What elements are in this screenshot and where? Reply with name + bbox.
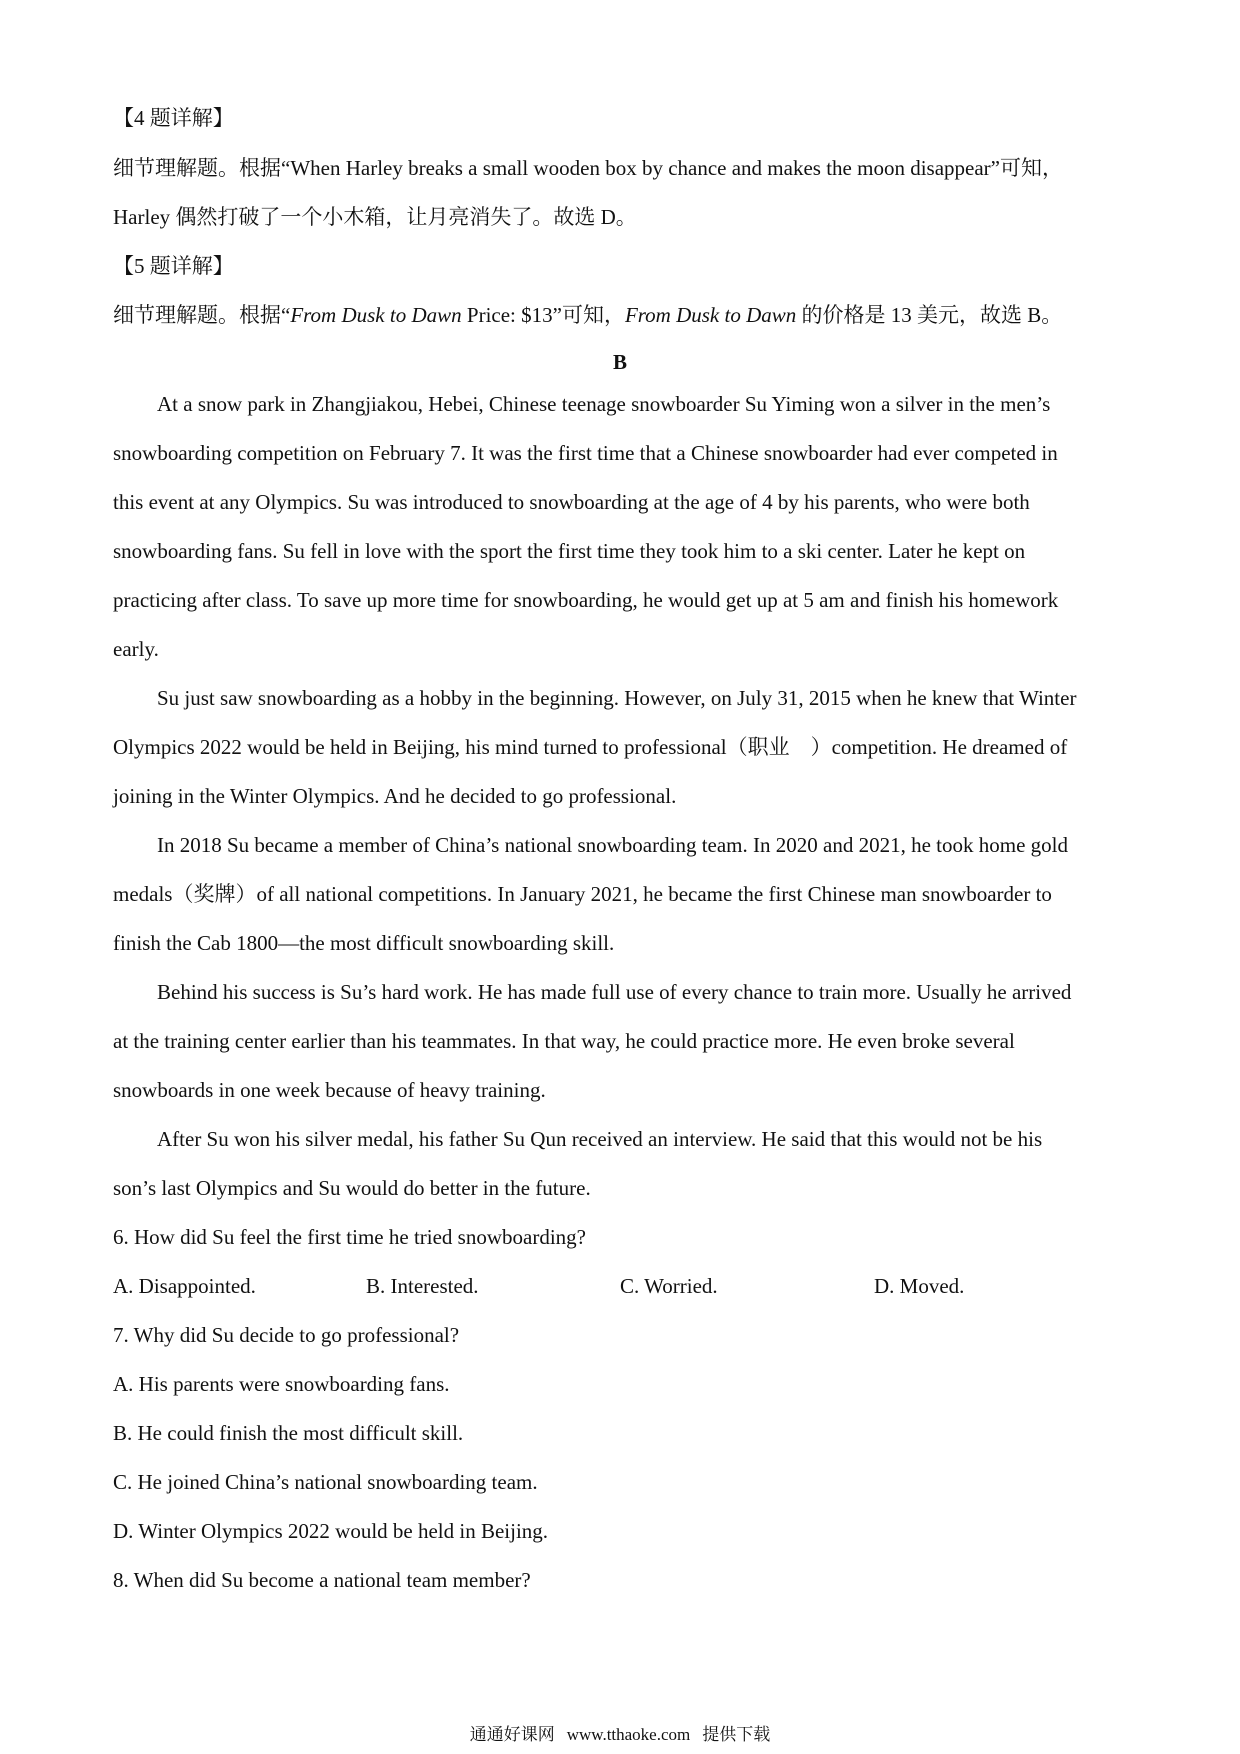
- q4-explanation-line-2: Harley 偶然打破了一个小木箱，让月亮消失了。故选 D。: [113, 205, 637, 229]
- q7-option-a: A. His parents were snowboarding fans.: [113, 1372, 450, 1396]
- q5-text-part-2: Price: $13”可知，: [461, 303, 625, 327]
- q6-question: 6. How did Su feel the first time he tried snowboarding?: [113, 1225, 586, 1249]
- q5-heading: 【5 题详解】: [113, 254, 234, 278]
- q7-option-c: C. He joined China’s national snowboarding team.: [113, 1470, 538, 1494]
- q7-question: 7. Why did Su decide to go professional?: [113, 1323, 460, 1347]
- passage-line: Su just saw snowboarding as a hobby in the beginning. However, on July 31, 2015 when he knew that Winter: [157, 686, 1077, 710]
- q7-option-d: D. Winter Olympics 2022 would be held in Beijing.: [113, 1519, 549, 1543]
- footer-url[interactable]: www.tthaoke.com: [566, 1725, 691, 1744]
- q7-option-b: B. He could finish the most difficult skill.: [113, 1421, 464, 1445]
- footer-site-name: 通通好课网: [469, 1725, 555, 1744]
- footer-action: 提供下载: [702, 1725, 771, 1744]
- q8-question: 8. When did Su become a national team member?: [113, 1568, 531, 1592]
- passage-line: Olympics 2022 would be held in Beijing, his mind turned to professional（职业 ）competition. He dreamed of: [113, 735, 1068, 759]
- passage-line: In 2018 Su became a member of China’s national snowboarding team. In 2020 and 2021, he took home gold: [157, 833, 1068, 857]
- q5-text-part-1: 细节理解题。根据“: [113, 303, 291, 327]
- q6-option-b: B. Interested.: [366, 1274, 479, 1298]
- q5-book-title-2: From Dusk to Dawn: [624, 303, 797, 327]
- passage-line: at the training center earlier than his teammates. In that way, he could practice more. He even broke several: [113, 1029, 1015, 1053]
- passage-line: practicing after class. To save up more time for snowboarding, he would get up at 5 am and finish his homework: [113, 588, 1059, 612]
- passage-line: this event at any Olympics. Su was introduced to snowboarding at the age of 4 by his parents, who were both: [113, 490, 1030, 514]
- passage-line: early.: [113, 637, 159, 661]
- q6-option-d: D. Moved.: [874, 1274, 965, 1298]
- passage-line: finish the Cab 1800—the most difficult snowboarding skill.: [113, 931, 615, 955]
- passage-line: medals（奖牌）of all national competitions. In January 2021, he became the first Chinese man snowboarder to: [113, 882, 1052, 906]
- passage-line: After Su won his silver medal, his father Su Qun received an interview. He said that this would not be his: [157, 1127, 1043, 1151]
- passage-line: Behind his success is Su’s hard work. He has made full use of every chance to train more. Usually he arrived: [157, 980, 1072, 1004]
- q5-book-title-1: From Dusk to Dawn: [290, 303, 462, 327]
- page-footer: [0, 1723, 1240, 1747]
- passage-line: snowboarding fans. Su fell in love with the sport the first time they took him to a ski center. Later he kept on: [113, 539, 1026, 563]
- section-label: B: [612, 350, 627, 374]
- passage-line: joining in the Winter Olympics. And he decided to go professional.: [113, 784, 677, 808]
- q5-explanation: [113, 300, 1133, 330]
- passage-line: snowboards in one week because of heavy training.: [113, 1078, 546, 1102]
- passage-line: At a snow park in Zhangjiakou, Hebei, Chinese teenage snowboarder Su Yiming won a silver in the men’s: [157, 392, 1051, 416]
- q4-explanation-line-1: 细节理解题。根据“When Harley breaks a small wooden box by chance and makes the moon disappear”可知，: [113, 156, 1063, 180]
- q4-heading: 【4 题详解】: [113, 106, 234, 130]
- passage-line: snowboarding competition on February 7. It was the first time that a Chinese snowboarder had ever competed in: [113, 441, 1058, 465]
- q6-option-c: C. Worried.: [620, 1274, 718, 1298]
- q5-text-part-3: 的价格是 13 美元，故选 B。: [796, 303, 1063, 327]
- passage-line: son’s last Olympics and Su would do better in the future.: [113, 1176, 591, 1200]
- q6-option-a: A. Disappointed.: [113, 1274, 256, 1298]
